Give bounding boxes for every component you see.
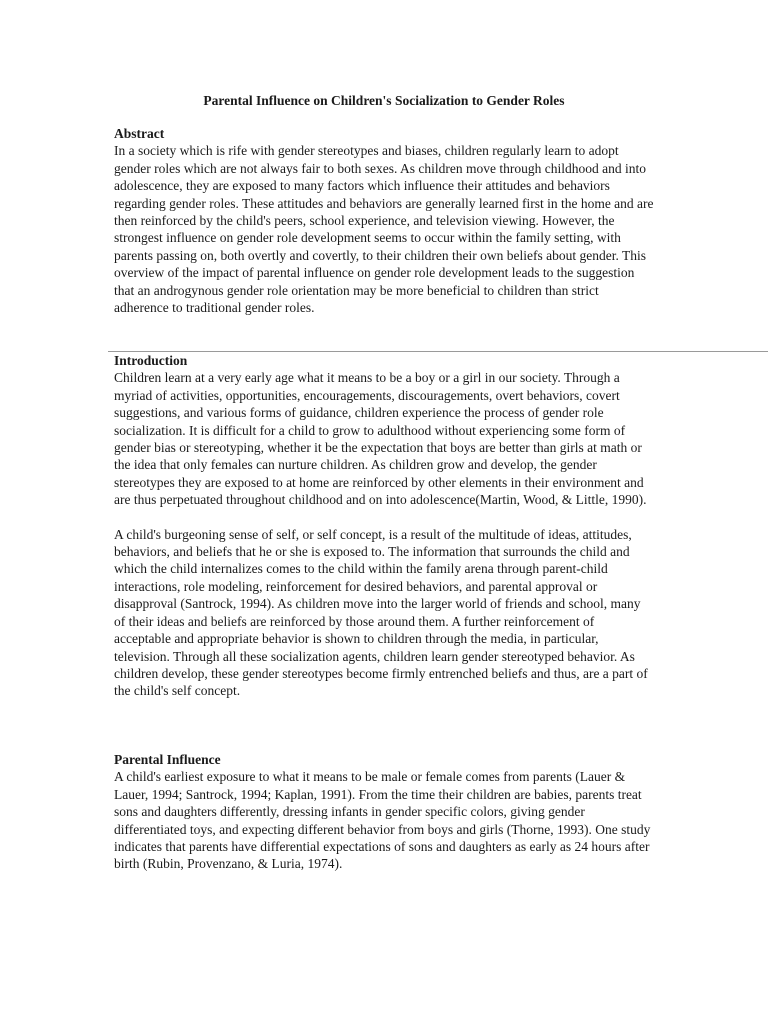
introduction-paragraph-2: A child's burgeoning sense of self, or self concept, is a result of the multitude of ideas, attitudes, behaviors, and beliefs that he or she is exposed to. The information that surrounds the child and which the child internalizes comes to the child within the family arena through parent-child interactions, role modeling, reinforcement for desired behaviors, and parental approval or disapproval (Santrock, 1994). As children move into the larger world of friends and school, many of their ideas and beliefs are reinforced by those around them. A further reinforcement of acceptable and appropriate behavior is shown to children through the media, in particular, television. Through all these socialization agents, children learn gender stereotyped behavior. As children develop, these gender stereotypes become firmly entrenched beliefs and thus, are a part of the child's self concept.: [114, 526, 648, 699]
introduction-heading: Introduction: [114, 353, 188, 368]
abstract-heading: Abstract: [114, 126, 165, 141]
parental-influence-section: [114, 751, 654, 873]
introduction-paragraph-1: Children learn at a very early age what it means to be a boy or a girl in our society. Through a myriad of activities, opportunities, encouragements, discouragements, overt behaviors, covert suggestions, and various forms of guidance, children experience the process of gender role socialization. It is difficult for a child to grow to adulthood without experiencing some form of gender bias or stereotyping, whether it be the expectation that boys are better than girls at math or the idea that only females can nurture children. As children grow and develop, the gender stereotypes they are exposed to at home are reinforced by other elements in their environment and are thus perpetuated throughout childhood and on into adolescence(Martin, Wood, & Little, 1990).: [114, 370, 647, 508]
parental-influence-text: A child's earliest exposure to what it means to be male or female comes from parents (Lauer & Lauer, 1994; Santrock, 1994; Kaplan, 1991). From the time their children are babies, parents treat sons and daughters differently, dressing infants in gender specific colors, giving gender differentiated toys, and expecting different behavior from boys and girls (Thorne, 1993). One study indicates that parents have differential expectations of sons and daughters as early as 24 hours after birth (Rubin, Provenzano, & Luria, 1974).: [114, 769, 651, 872]
parental-influence-heading: Parental Influence: [114, 752, 221, 767]
abstract-section: [114, 125, 654, 316]
introduction-section: [114, 352, 654, 700]
document-title: Parental Influence on Children's Socialization to Gender Roles: [203, 93, 565, 108]
abstract-text: In a society which is rife with gender stereotypes and biases, children regularly learn to adopt gender roles which are not always fair to both sexes. As children move through childhood and into adolescence, they are exposed to many factors which influence their attitudes and behaviors regarding gender roles. These attitudes and behaviors are generally learned first in the home and are then reinforced by the child's peers, school experience, and television viewing. However, the strongest influence on gender role development seems to occur within the family setting, with parents passing on, both overtly and covertly, to their children their own beliefs about gender. This overview of the impact of parental influence on gender role development leads to the suggestion that an androgynous gender role orientation may be more beneficial to children than strict adherence to traditional gender roles.: [114, 143, 654, 316]
